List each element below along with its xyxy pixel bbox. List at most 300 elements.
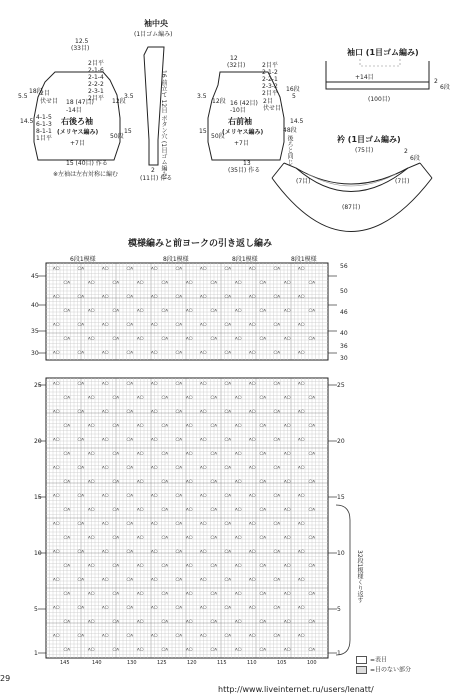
- stitch-symbol: ○ᴧ: [112, 280, 120, 286]
- stitch-symbol: ᴧ○: [102, 465, 109, 471]
- stitch-symbol: ᴧ○: [284, 423, 291, 429]
- stitch-symbol: ○ᴧ: [224, 437, 232, 443]
- stitch-symbol: ᴧ○: [53, 521, 60, 527]
- legend-swatch-knit: [356, 656, 367, 664]
- stitch-symbol: ○ᴧ: [259, 507, 267, 513]
- lower-row-label: 10: [34, 550, 42, 557]
- stitch-symbol: ○ᴧ: [273, 409, 281, 415]
- stitch-symbol: ᴧ○: [88, 308, 95, 314]
- stitch-symbol: ○ᴧ: [126, 577, 134, 583]
- stitch-symbol: ᴧ○: [235, 423, 242, 429]
- stitch-symbol: ○ᴧ: [308, 280, 316, 286]
- stitch-symbol: ○ᴧ: [112, 535, 120, 541]
- stitch-symbol: ᴧ○: [88, 619, 95, 625]
- stitch-symbol: ᴧ○: [249, 577, 256, 583]
- back-left-i: 1目平: [36, 135, 52, 142]
- repeat-label-3: 8段1模様: [232, 256, 258, 263]
- cuff-right-b: 6段: [440, 84, 450, 91]
- stitch-symbol: ᴧ○: [102, 549, 109, 555]
- stitch-symbol: ᴧ○: [235, 507, 242, 513]
- stitch-symbol: ᴧ○: [284, 647, 291, 653]
- cuff-bottom: (100目): [368, 96, 391, 103]
- stitch-symbol: ᴧ○: [298, 322, 305, 328]
- stitch-symbol: ᴧ○: [200, 294, 207, 300]
- collar-bottom: (87目): [342, 204, 361, 211]
- stitch-symbol: ○ᴧ: [210, 395, 218, 401]
- stitch-symbol: ○ᴧ: [161, 423, 169, 429]
- stitch-symbol: ○ᴧ: [112, 479, 120, 485]
- stitch-symbol: ᴧ○: [186, 395, 193, 401]
- stitch-symbol: ᴧ○: [151, 350, 158, 356]
- stitch-symbol: ○ᴧ: [112, 647, 120, 653]
- stitch-symbol: ○ᴧ: [63, 280, 71, 286]
- stitch-symbol: ○ᴧ: [224, 549, 232, 555]
- stitch-symbol: ᴧ○: [151, 437, 158, 443]
- cuff-left: +14目: [355, 74, 374, 81]
- stitch-symbol: ○ᴧ: [63, 423, 71, 429]
- bottom-tick: 130: [127, 660, 137, 666]
- stitch-symbol: ○ᴧ: [259, 451, 267, 457]
- stitch-symbol: ○ᴧ: [308, 563, 316, 569]
- stitch-symbol: ○ᴧ: [77, 381, 85, 387]
- stitch-symbol: ○ᴧ: [112, 507, 120, 513]
- stitch-symbol: ○ᴧ: [126, 493, 134, 499]
- stitch-symbol: ○ᴧ: [161, 336, 169, 342]
- stitch-symbol: ᴧ○: [284, 451, 291, 457]
- stitch-symbol: ᴧ○: [137, 591, 144, 597]
- stitch-symbol: ○ᴧ: [273, 493, 281, 499]
- stitch-symbol: ○ᴧ: [259, 591, 267, 597]
- back-right-d: 50段: [110, 133, 124, 140]
- stitch-symbol: ○ᴧ: [273, 294, 281, 300]
- stitch-symbol: ○ᴧ: [210, 563, 218, 569]
- stitch-symbol: ○ᴧ: [224, 493, 232, 499]
- stitch-symbol: ᴧ○: [186, 591, 193, 597]
- upper-right-label: 30: [340, 355, 348, 362]
- stitch-symbol: ○ᴧ: [126, 409, 134, 415]
- stitch-symbol: ᴧ○: [53, 322, 60, 328]
- stitch-symbol: ○ᴧ: [273, 437, 281, 443]
- stitch-symbol: ᴧ○: [53, 381, 60, 387]
- upper-right-label: 40: [340, 330, 348, 337]
- collar-title: 衿 (1目ゴム編み): [337, 135, 401, 144]
- stitch-symbol: ᴧ○: [298, 381, 305, 387]
- cuff-title: 袖口 (1目ゴム編み): [347, 48, 419, 57]
- stitch-symbol: ᴧ○: [102, 437, 109, 443]
- lower-right-label: 20: [337, 438, 345, 445]
- stitch-symbol: ○ᴧ: [210, 647, 218, 653]
- stitch-symbol: ○ᴧ: [308, 647, 316, 653]
- stitch-symbol: ᴧ○: [284, 507, 291, 513]
- legend-swatch-none: [356, 666, 367, 674]
- upper-right-label: 36: [340, 343, 348, 350]
- stitch-symbol: ᴧ○: [137, 563, 144, 569]
- stitch-symbol: ○ᴧ: [308, 591, 316, 597]
- stitch-symbol: ○ᴧ: [259, 647, 267, 653]
- sleeve-center-vertical-note: 16 前立て 12目 ボタン穴 (1目ゴム編み): [160, 70, 167, 180]
- stitch-symbol: ○ᴧ: [63, 535, 71, 541]
- stitch-symbol: ᴧ○: [298, 493, 305, 499]
- stitch-symbol: ○ᴧ: [126, 465, 134, 471]
- stitch-symbol: ᴧ○: [249, 493, 256, 499]
- back-left-b: 18段: [29, 88, 43, 95]
- stitch-symbol: ᴧ○: [186, 647, 193, 653]
- upper-row-label: 30: [31, 350, 39, 357]
- stitch-symbol: ᴧ○: [88, 395, 95, 401]
- stitch-symbol: ○ᴧ: [273, 465, 281, 471]
- stitch-symbol: ○ᴧ: [63, 479, 71, 485]
- stitch-symbol: ○ᴧ: [161, 563, 169, 569]
- stitch-symbol: ○ᴧ: [112, 395, 120, 401]
- stitch-symbol: ○ᴧ: [63, 451, 71, 457]
- stitch-symbol: ○ᴧ: [273, 322, 281, 328]
- stitch-symbol: ᴧ○: [284, 280, 291, 286]
- stitch-symbol: ○ᴧ: [308, 451, 316, 457]
- back-left-a: 5.5: [18, 93, 28, 100]
- stitch-symbol: ᴧ○: [235, 308, 242, 314]
- stitch-symbol: ○ᴧ: [112, 619, 120, 625]
- stitch-symbol: ᴧ○: [102, 381, 109, 387]
- stitch-symbol: ᴧ○: [186, 451, 193, 457]
- front-left-c: 15: [199, 128, 207, 135]
- stitch-symbol: ᴧ○: [298, 437, 305, 443]
- sleeve-center-subtitle: (1目ゴム編み): [134, 31, 173, 38]
- stitch-symbol: ○ᴧ: [224, 465, 232, 471]
- back-sleeve-stitch: (メリヤス編み): [57, 129, 99, 136]
- repeat-side-note: 32段1模様くり返す: [356, 550, 363, 604]
- stitch-symbol: ᴧ○: [137, 535, 144, 541]
- upper-chart-grid: [46, 263, 328, 360]
- front-sleeve-name: 右前袖: [228, 117, 252, 126]
- stitch-symbol: ○ᴧ: [259, 280, 267, 286]
- stitch-symbol: ᴧ○: [200, 322, 207, 328]
- bottom-tick: 120: [187, 660, 197, 666]
- front-bind: 16 (42目): [230, 100, 258, 107]
- stitch-symbol: ᴧ○: [298, 577, 305, 583]
- bottom-tick: 115: [217, 660, 227, 666]
- bottom-tick: 145: [60, 660, 70, 666]
- repeat-label-1: 6段1模様: [70, 256, 96, 263]
- stitch-symbol: ○ᴧ: [224, 521, 232, 527]
- stitch-symbol: ᴧ○: [151, 322, 158, 328]
- sleeve-center-bottom-b: (11目) 作る: [140, 175, 173, 182]
- page-number: 29: [0, 674, 11, 683]
- collar-height-a: 2: [404, 148, 408, 155]
- stitch-symbol: ○ᴧ: [161, 507, 169, 513]
- stitch-symbol: ᴧ○: [186, 507, 193, 513]
- stitch-symbol: ᴧ○: [200, 577, 207, 583]
- stitch-symbol: ᴧ○: [235, 336, 242, 342]
- stitch-symbol: ○ᴧ: [77, 493, 85, 499]
- stitch-symbol: ○ᴧ: [161, 308, 169, 314]
- stitch-symbol: ᴧ○: [53, 350, 60, 356]
- bottom-tick: 125: [157, 660, 167, 666]
- stitch-symbol: ᴧ○: [151, 549, 158, 555]
- stitch-symbol: ○ᴧ: [175, 465, 183, 471]
- stitch-symbol: ○ᴧ: [210, 308, 218, 314]
- stitch-symbol: ○ᴧ: [308, 336, 316, 342]
- stitch-symbol: ᴧ○: [151, 577, 158, 583]
- stitch-symbol: ○ᴧ: [126, 437, 134, 443]
- stitch-symbol: ᴧ○: [151, 381, 158, 387]
- stitch-symbol: ○ᴧ: [273, 605, 281, 611]
- stitch-symbol: ᴧ○: [151, 409, 158, 415]
- stitch-symbol: ○ᴧ: [175, 549, 183, 555]
- front-left-d: 50段: [211, 133, 225, 140]
- stitch-symbol: ᴧ○: [249, 350, 256, 356]
- stitch-symbol: ᴧ○: [284, 535, 291, 541]
- back-right-a: 3.5: [124, 93, 134, 100]
- stitch-symbol: ○ᴧ: [224, 577, 232, 583]
- stitch-symbol: ○ᴧ: [175, 493, 183, 499]
- stitch-symbol: ○ᴧ: [112, 563, 120, 569]
- stitch-symbol: ○ᴧ: [308, 507, 316, 513]
- stitch-symbol: ᴧ○: [186, 280, 193, 286]
- stitch-symbol: ᴧ○: [200, 493, 207, 499]
- stitch-symbol: ○ᴧ: [175, 350, 183, 356]
- stitch-symbol: ○ᴧ: [175, 294, 183, 300]
- stitch-symbol: ᴧ○: [151, 605, 158, 611]
- stitch-symbol: ᴧ○: [249, 409, 256, 415]
- stitch-symbol: ○ᴧ: [175, 322, 183, 328]
- back-left-e: 14.5: [20, 118, 34, 125]
- stitch-symbol: ○ᴧ: [63, 591, 71, 597]
- stitch-symbol: ○ᴧ: [161, 395, 169, 401]
- collar-left: (7目): [296, 178, 311, 185]
- stitch-symbol: ᴧ○: [298, 465, 305, 471]
- stitch-symbol: ○ᴧ: [224, 633, 232, 639]
- stitch-symbol: ᴧ○: [249, 633, 256, 639]
- front-inc: +7目: [234, 140, 249, 147]
- stitch-symbol: ᴧ○: [102, 322, 109, 328]
- front-right-a: 5: [292, 93, 296, 100]
- cuff-outline: [326, 82, 429, 89]
- stitch-symbol: ○ᴧ: [259, 395, 267, 401]
- stitch-symbol: ○ᴧ: [77, 521, 85, 527]
- stitch-symbol: ○ᴧ: [77, 465, 85, 471]
- stitch-symbol: ᴧ○: [137, 507, 144, 513]
- stitch-symbol: ○ᴧ: [210, 507, 218, 513]
- stitch-symbol: ᴧ○: [249, 266, 256, 272]
- front-right-e: 14.5: [290, 118, 304, 125]
- stitch-symbol: ○ᴧ: [126, 521, 134, 527]
- stitch-symbol: ᴧ○: [102, 266, 109, 272]
- stitch-symbol: ○ᴧ: [63, 647, 71, 653]
- stitch-symbol: ○ᴧ: [77, 577, 85, 583]
- lower-row-label: 5: [34, 606, 38, 613]
- stitch-symbol: ○ᴧ: [63, 563, 71, 569]
- stitch-symbol: ○ᴧ: [126, 350, 134, 356]
- repeat-label-4: 8段1模様: [291, 256, 317, 263]
- stitch-symbol: ᴧ○: [249, 381, 256, 387]
- back-bind: 18 (47目): [66, 99, 94, 106]
- stitch-symbol: ᴧ○: [88, 451, 95, 457]
- stitch-symbol: ○ᴧ: [224, 266, 232, 272]
- upper-row-label: 45: [31, 273, 39, 280]
- stitch-symbol: ᴧ○: [53, 266, 60, 272]
- stitch-symbol: ᴧ○: [186, 308, 193, 314]
- stitch-symbol: ᴧ○: [53, 605, 60, 611]
- stitch-symbol: ᴧ○: [249, 294, 256, 300]
- stitch-symbol: ᴧ○: [53, 633, 60, 639]
- stitch-symbol: ○ᴧ: [259, 336, 267, 342]
- stitch-symbol: ○ᴧ: [126, 381, 134, 387]
- lower-right-label: 25: [337, 382, 345, 389]
- front-left-b: 12段: [212, 98, 226, 105]
- stitch-symbol: ○ᴧ: [259, 535, 267, 541]
- stitch-symbol: ○ᴧ: [126, 549, 134, 555]
- stitch-symbol: ○ᴧ: [308, 423, 316, 429]
- stitch-symbol: ○ᴧ: [210, 619, 218, 625]
- stitch-symbol: ○ᴧ: [63, 395, 71, 401]
- stitch-symbol: ᴧ○: [200, 521, 207, 527]
- stitch-symbol: ○ᴧ: [308, 308, 316, 314]
- back-right-b: 12段: [112, 98, 126, 105]
- stitch-symbol: ○ᴧ: [77, 294, 85, 300]
- stitch-symbol: ○ᴧ: [273, 633, 281, 639]
- stitch-symbol: ᴧ○: [53, 437, 60, 443]
- stitch-symbol: ○ᴧ: [161, 591, 169, 597]
- front-right-d: 伏せ目: [263, 105, 282, 112]
- stitch-symbol: ᴧ○: [284, 308, 291, 314]
- stitch-symbol: ᴧ○: [137, 451, 144, 457]
- stitch-symbol: ᴧ○: [235, 479, 242, 485]
- back-bottom: 15 (40目) 作る: [66, 160, 108, 167]
- stitch-symbol: ᴧ○: [249, 322, 256, 328]
- stitch-symbol: ○ᴧ: [273, 577, 281, 583]
- stitch-symbol: ○ᴧ: [273, 381, 281, 387]
- stitch-symbol: ᴧ○: [200, 605, 207, 611]
- stitch-symbol: ○ᴧ: [175, 577, 183, 583]
- lower-row-label: 1: [34, 650, 38, 657]
- stitch-symbol: ○ᴧ: [175, 605, 183, 611]
- stitch-symbol: ᴧ○: [235, 451, 242, 457]
- stitch-symbol: ○ᴧ: [161, 280, 169, 286]
- back-left-h: 8-1-1: [36, 128, 52, 135]
- stitch-symbol: ᴧ○: [249, 605, 256, 611]
- stitch-symbol: ᴧ○: [53, 409, 60, 415]
- stitch-symbol: ᴧ○: [102, 493, 109, 499]
- bottom-tick: 140: [92, 660, 102, 666]
- sleeve-center-bottom-a: 2: [151, 167, 155, 174]
- stitch-symbol: ᴧ○: [186, 563, 193, 569]
- lower-right-label: 1: [337, 650, 341, 657]
- lower-chart-grid: [46, 378, 328, 658]
- stitch-symbol: ᴧ○: [137, 336, 144, 342]
- lower-right-label: 5: [337, 606, 341, 613]
- lower-row-label: 15: [34, 494, 42, 501]
- stitch-symbol: ○ᴧ: [210, 280, 218, 286]
- stitch-symbol: ᴧ○: [298, 633, 305, 639]
- stitch-symbol: ᴧ○: [102, 294, 109, 300]
- stitch-symbol: ○ᴧ: [77, 633, 85, 639]
- stitch-symbol: ○ᴧ: [210, 535, 218, 541]
- stitch-symbol: ○ᴧ: [175, 266, 183, 272]
- back-left-f: 4-1-5: [36, 114, 52, 121]
- stitch-symbol: ᴧ○: [298, 605, 305, 611]
- legend: [356, 656, 411, 674]
- stitch-symbol: ○ᴧ: [224, 322, 232, 328]
- stitch-symbol: ᴧ○: [284, 619, 291, 625]
- stitch-symbol: ᴧ○: [235, 591, 242, 597]
- back-left-d: 伏せ目: [40, 98, 59, 105]
- stitch-symbol: ᴧ○: [235, 280, 242, 286]
- lower-row-label: 20: [34, 438, 42, 445]
- stitch-symbol: ᴧ○: [102, 577, 109, 583]
- stitch-symbol: ᴧ○: [151, 266, 158, 272]
- stitch-symbol: ○ᴧ: [308, 619, 316, 625]
- stitch-symbol: ᴧ○: [102, 633, 109, 639]
- stitch-symbol: ○ᴧ: [308, 395, 316, 401]
- stitch-symbol: ○ᴧ: [224, 605, 232, 611]
- stitch-symbol: ᴧ○: [53, 549, 60, 555]
- stitch-symbol: ○ᴧ: [126, 322, 134, 328]
- stitch-symbol: ᴧ○: [137, 479, 144, 485]
- stitch-symbol: ᴧ○: [284, 591, 291, 597]
- chart-title: 模様編みと前ヨークの引き返し編み: [128, 239, 273, 249]
- stitch-symbol: ᴧ○: [102, 605, 109, 611]
- stitch-symbol: ᴧ○: [284, 395, 291, 401]
- stitch-symbol: ᴧ○: [298, 409, 305, 415]
- stitch-symbol: ᴧ○: [88, 591, 95, 597]
- stitch-symbol: ○ᴧ: [112, 423, 120, 429]
- stitch-symbol: ○ᴧ: [273, 350, 281, 356]
- stitch-symbol: ᴧ○: [235, 535, 242, 541]
- stitch-symbol: ᴧ○: [53, 465, 60, 471]
- stitch-symbol: ᴧ○: [102, 521, 109, 527]
- stitch-symbol: ᴧ○: [88, 479, 95, 485]
- stitch-symbol: ○ᴧ: [161, 619, 169, 625]
- stitch-symbol: ○ᴧ: [210, 451, 218, 457]
- upper-right-label: 50: [340, 288, 348, 295]
- stitch-symbol: ᴧ○: [284, 336, 291, 342]
- cuff-right-a: 2: [434, 78, 438, 85]
- stitch-symbol: ᴧ○: [102, 409, 109, 415]
- stitch-symbol: ᴧ○: [137, 423, 144, 429]
- stitch-symbol: ○ᴧ: [259, 619, 267, 625]
- stitch-symbol: ○ᴧ: [210, 336, 218, 342]
- back-sleeve-name: 右後ろ袖: [61, 117, 93, 126]
- stitch-symbol: ᴧ○: [298, 521, 305, 527]
- stitch-symbol: ᴧ○: [102, 350, 109, 356]
- stitch-symbol: ○ᴧ: [77, 549, 85, 555]
- stitch-symbol: ○ᴧ: [63, 619, 71, 625]
- stitch-symbol: ᴧ○: [88, 336, 95, 342]
- stitch-symbol: ᴧ○: [298, 294, 305, 300]
- lower-row-label: 25: [34, 382, 42, 389]
- stitch-symbol: ○ᴧ: [175, 437, 183, 443]
- front-top-stitches: (32目): [227, 62, 246, 69]
- back-dec: -14目: [66, 107, 82, 114]
- front-right-g: 後ろと同じ: [286, 135, 293, 165]
- stitch-symbol: ᴧ○: [151, 465, 158, 471]
- stitch-symbol: ᴧ○: [186, 619, 193, 625]
- stitch-symbol: ○ᴧ: [161, 479, 169, 485]
- stitch-symbol: ○ᴧ: [210, 423, 218, 429]
- back-right-c: 15: [124, 128, 132, 135]
- stitch-symbol: ᴧ○: [200, 437, 207, 443]
- stitch-symbol: ○ᴧ: [77, 409, 85, 415]
- front-shaping-list: 2目平 2-1-2 2-2-1 2-3-2 2目平: [262, 62, 278, 97]
- repeat-bracket: [336, 505, 350, 655]
- stitch-symbol: ᴧ○: [151, 294, 158, 300]
- collar-right: (7目): [395, 178, 410, 185]
- stitch-symbol: ᴧ○: [200, 350, 207, 356]
- stitch-symbol: ᴧ○: [298, 549, 305, 555]
- sleeve-center-title: 袖中央: [144, 19, 168, 28]
- stitch-symbol: ○ᴧ: [259, 563, 267, 569]
- stitch-symbol: ○ᴧ: [161, 451, 169, 457]
